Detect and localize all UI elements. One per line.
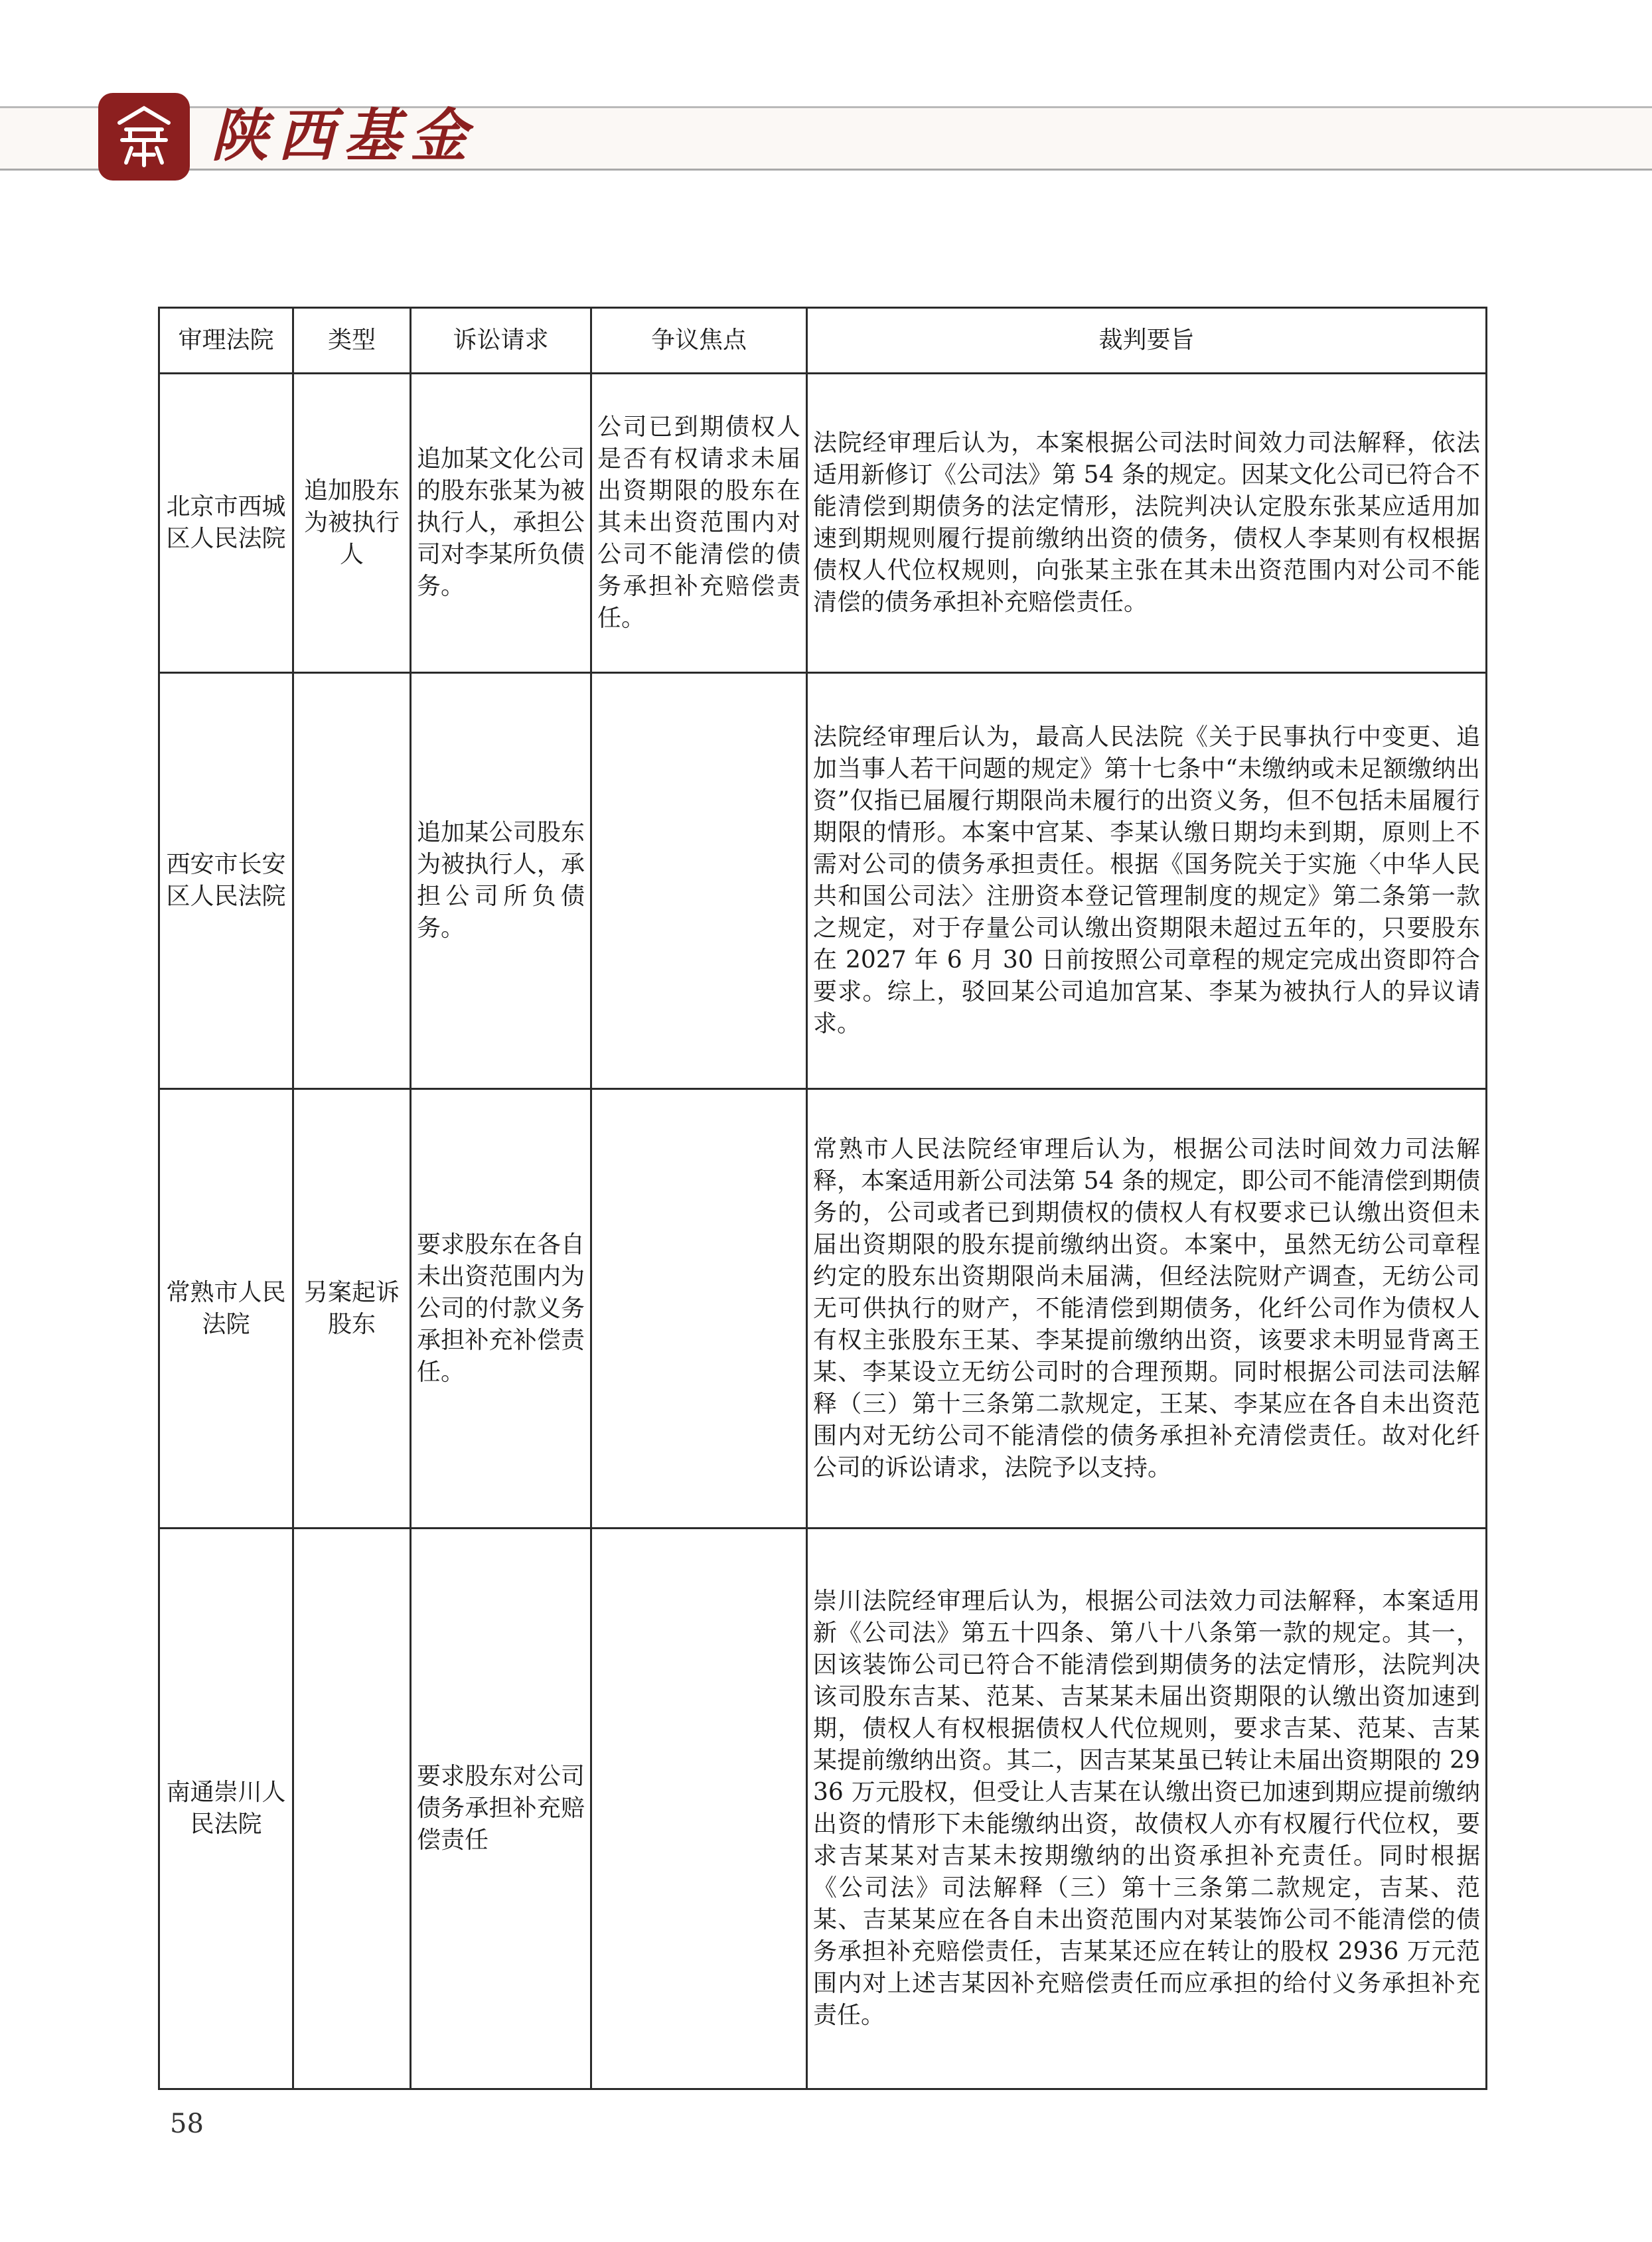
judgment-table <box>158 307 1487 2090</box>
col-header-court: 审理法院 <box>159 308 293 374</box>
fund-emblem-icon <box>98 93 190 181</box>
col-header-claim: 诉讼请求 <box>411 308 591 374</box>
table-row <box>159 1089 1487 1529</box>
col-header-ruling: 裁判要旨 <box>807 308 1487 374</box>
cell-type <box>293 673 411 1089</box>
page-number: 58 <box>170 2109 204 2139</box>
emblem-glyph-icon <box>108 100 181 173</box>
table-header-row <box>159 308 1487 374</box>
cell-claim: 追加某文化公司的股东张某为被执行人，承担公司对李某所负债务。 <box>411 374 591 673</box>
cell-issue <box>591 1529 807 2089</box>
brand-title: 陕西基金 <box>211 102 477 169</box>
cell-ruling: 常熟市人民法院经审理后认为，根据公司法时间效力司法解释，本案适用新公司法第 54 条的规定，即公司不能清偿到期债务的，公司或者已到期债权的债权人有权要求已认缴出资但未届出资期限的股东提前缴纳出资。本案中，虽然无纺公司章程约定的股东出资期限尚未届满，但经法院财产调查，无纺公司无可供执行的财产，不能清偿到期债务，化纤公司作为债权人有权主张股东王某、李某提前缴纳出资，该要求未明显背离王某、李某设立无纺公司时的合理预期。同时根据公司法司法解释（三）第十三条第二款规定，王某、李某应在各自未出资范围内对无纺公司不能清偿的债务承担补充清偿责任。故对化纤公司的诉讼请求，法院予以支持。 <box>807 1089 1487 1529</box>
cell-issue <box>591 1089 807 1529</box>
cell-claim: 要求股东对公司债务承担补充赔偿责任 <box>411 1529 591 2089</box>
col-header-type: 类型 <box>293 308 411 374</box>
cell-type <box>293 1529 411 2089</box>
table-row <box>159 374 1487 673</box>
cell-ruling: 法院经审理后认为，最高人民法院《关于民事执行中变更、追加当事人若干问题的规定》第十七条中“未缴纳或未足额缴纳出资”仅指已届履行期限尚未履行的出资义务，但不包括未届履行期限的情形。本案中宫某、李某认缴日期均未到期，原则上不需对公司的债务承担责任。根据《国务院关于实施〈中华人民共和国公司法〉注册资本登记管理制度的规定》第二条第一款之规定，对于存量公司认缴出资期限未超过五年的，只要股东在 2027 年 6 月 30 日前按照公司章程的规定完成出资即符合要求。综上，驳回某公司追加宫某、李某为被执行人的异议请求。 <box>807 673 1487 1089</box>
cell-claim: 追加某公司股东为被执行人，承担公司所负债务。 <box>411 673 591 1089</box>
cell-court: 北京市西城区人民法院 <box>159 374 293 673</box>
col-header-issue: 争议焦点 <box>591 308 807 374</box>
table-row <box>159 1529 1487 2089</box>
cell-issue: 公司已到期债权人是否有权请求未届出资期限的股东在其未出资范围内对公司不能清偿的债务承担补充赔偿责任。 <box>591 374 807 673</box>
cell-type: 追加股东为被执行人 <box>293 374 411 673</box>
cell-ruling: 法院经审理后认为，本案根据公司法时间效力司法解释，依法适用新修订《公司法》第 54 条的规定。因某文化公司已符合不能清偿到期债务的法定情形，法院判决认定股东张某应适用加速到期规则履行提前缴纳出资的债务，债权人李某则有权根据债权人代位权规则，向张某主张在其未出资范围内对公司不能清偿的债务承担补充赔偿责任。 <box>807 374 1487 673</box>
table-row <box>159 673 1487 1089</box>
cell-court: 西安市长安区人民法院 <box>159 673 293 1089</box>
cell-type: 另案起诉股东 <box>293 1089 411 1529</box>
cell-issue <box>591 673 807 1089</box>
cell-claim: 要求股东在各自未出资范围内为公司的付款义务承担补充补偿责任。 <box>411 1089 591 1529</box>
cell-ruling: 崇川法院经审理后认为，根据公司法效力司法解释，本案适用新《公司法》第五十四条、第八十八条第一款的规定。其一，因该装饰公司已符合不能清偿到期债务的法定情形，法院判决该司股东吉某、范某、吉某某未届出资期限的认缴出资加速到期，债权人有权根据债权人代位规则，要求吉某、范某、吉某某提前缴纳出资。其二，因吉某某虽已转让未届出资期限的 2936 万元股权，但受让人吉某在认缴出资已加速到期应提前缴纳出资的情形下未能缴纳出资，故债权人亦有权履行代位权，要求吉某某对吉某未按期缴纳的出资承担补充责任。同时根据《公司法》司法解释（三）第十三条第二款规定，吉某、范某、吉某某应在各自未出资范围内对某装饰公司不能清偿的债务承担补充赔偿责任，吉某某还应在转让的股权 2936 万元范围内对上述吉某因补充赔偿责任而应承担的给付义务承担补充责任。 <box>807 1529 1487 2089</box>
cell-court: 南通崇川人民法院 <box>159 1529 293 2089</box>
cell-court: 常熟市人民法院 <box>159 1089 293 1529</box>
